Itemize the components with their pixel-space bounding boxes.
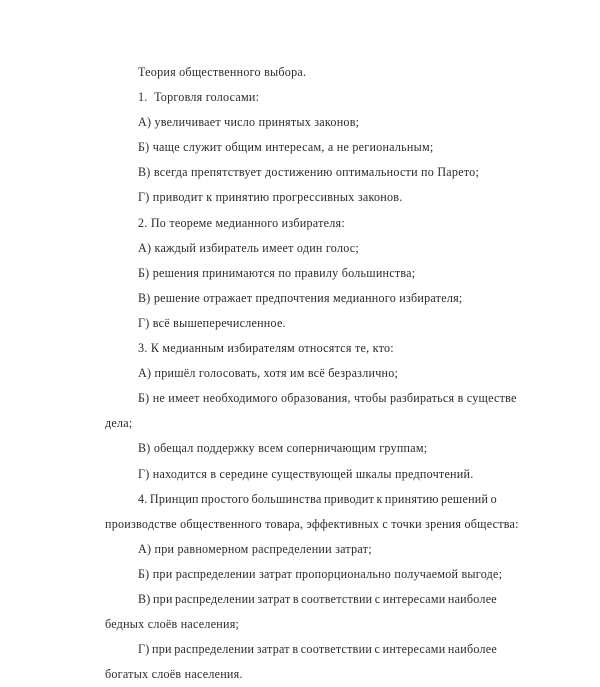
document-line-q2-b: Б) решения принимаются по правилу большинства; xyxy=(138,265,416,280)
document-line-q1-a: А) увеличивает число принятых законов; xyxy=(138,115,360,130)
document-line-q4-g-line2: богатых слоёв населения. xyxy=(105,667,243,682)
document-line-heading: Теория общественного выбора. xyxy=(138,65,307,79)
document-line-q3-a: А) пришёл голосовать, хотя им всё безразлично; xyxy=(138,366,399,381)
document-line-q4-v-line2: бедных слоёв населения; xyxy=(105,617,240,632)
document-line-q3-v: В) обещал поддержку всем соперничающим группам; xyxy=(138,441,428,456)
document-line-q1-g: Г) приводит к принятию прогрессивных законов. xyxy=(138,190,403,205)
document-line-q3-b-line1: Б) не имеет необходимого образования, чтобы разбираться в существе xyxy=(138,391,517,406)
document-line-q4-g-line1: Г) при распределении затрат в соответствии с интересами наиболее xyxy=(138,642,497,657)
document-line-q4-v-line1: В) при распределении затрат в соответствии с интересами наиболее xyxy=(138,591,497,606)
document-line-q4-line1: 4. Принцип простого большинства приводит к принятию решений о xyxy=(138,491,497,506)
document-line-q1-v: В) всегда препятствует достижению оптимальности по Парето; xyxy=(138,165,480,180)
document-line-q3-b-line2: дела; xyxy=(105,416,133,431)
document-line-q1: 1. Торговля голосами: xyxy=(138,90,260,105)
document-text-column xyxy=(105,60,519,687)
document-line-q2: 2. По теореме медианного избирателя: xyxy=(138,215,345,230)
document-line-q3: 3. К медианным избирателям относятся те, кто: xyxy=(138,341,394,356)
document-line-q2-a: А) каждый избиратель имеет один голос; xyxy=(138,240,360,255)
document-line-q4-b: Б) при распределении затрат пропорционально получаемой выгоде; xyxy=(138,566,503,581)
document-line-q2-g: Г) всё вышеперечисленное. xyxy=(138,315,286,330)
document-line-q1-b: Б) чаще служит общим интересам, а не региональным; xyxy=(138,140,434,155)
document-line-q4-line2: производстве общественного товара, эффективных с точки зрения общества: xyxy=(105,516,519,531)
document-line-q2-v: В) решение отражает предпочтения медианного избирателя; xyxy=(138,290,463,305)
document-line-q4-a: А) при равномерном распределении затрат; xyxy=(138,541,372,556)
document-line-q3-g: Г) находится в середине существующей шкалы предпочтений. xyxy=(138,466,474,481)
